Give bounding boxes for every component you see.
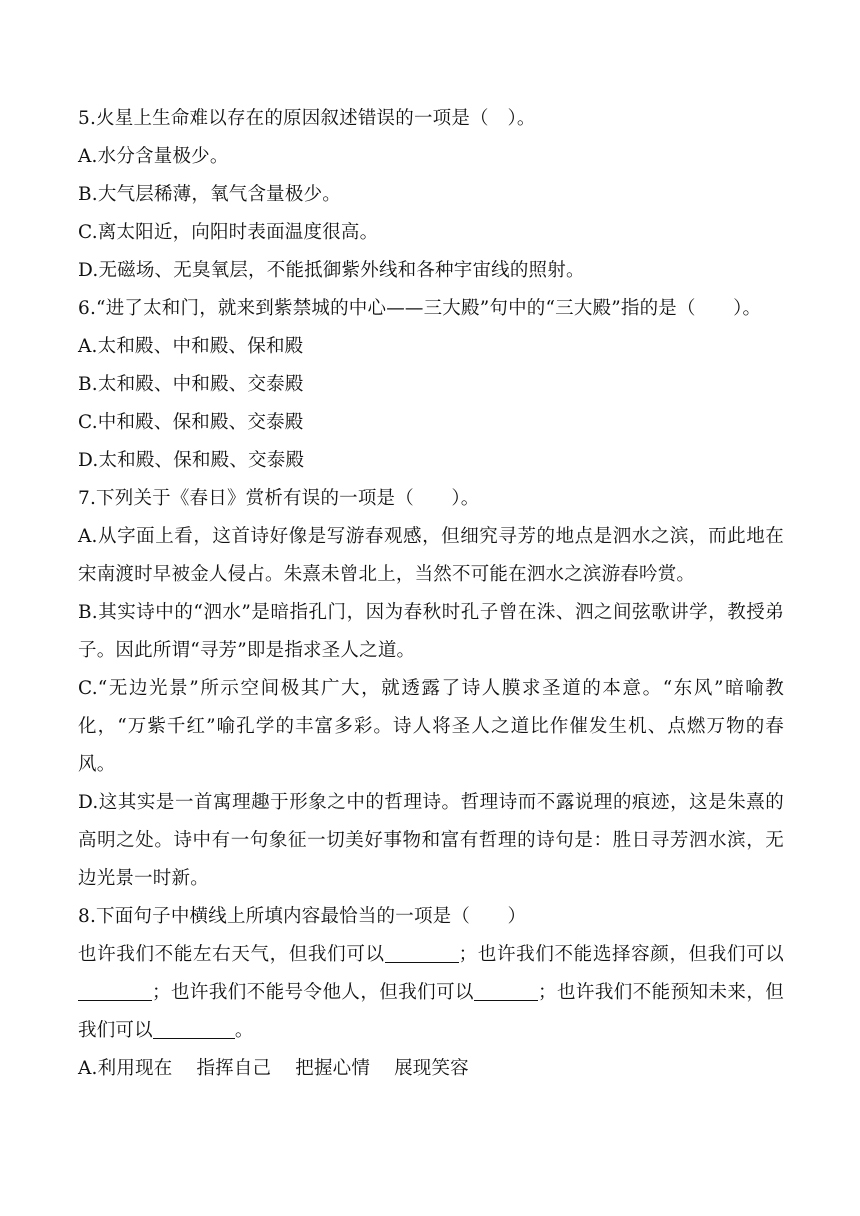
question-7-option-b: B.其实诗中的“泗水”是暗指孔门，因为春秋时孔子曾在洙、泗之间弦歌讲学，教授弟子。因此所谓“寻芳”即是指求圣人之道。 (78, 602, 784, 661)
sentence-part-2: ；也许我们不能选择容颜，但我们可以 (458, 944, 785, 965)
sentence-part-4: ；也许我们不能预知未来，但我们可以 (78, 982, 784, 1041)
fill-blank-4 (153, 1018, 235, 1039)
question-5-option-d: D.无磁场、无臭氧层，不能抵御紫外线和各种宇宙线的照射。 (78, 260, 585, 281)
option-a-item-3: 把握心情 (295, 1058, 371, 1079)
question-8-sentence (78, 936, 784, 1050)
question-5-option-a: A.水分含量极少。 (78, 146, 229, 167)
question-6-option-d: D.太和殿、保和殿、交泰殿 (78, 450, 305, 471)
option-a-item-4: 展现笑容 (394, 1058, 469, 1079)
question-6-option-a: A.太和殿、中和殿、保和殿 (78, 336, 304, 357)
question-5-option-b: B.大气层稀薄，氧气含量极少。 (78, 184, 341, 205)
question-6-stem: 6.“进了太和门，就来到紫禁城的中心——三大殿”句中的“三大殿”指的是（ ）。 (78, 298, 762, 319)
question-5-option-c: C.离太阳近，向阳时表面温度很高。 (78, 222, 379, 243)
question-5-stem: 5.火星上生命难以存在的原因叙述错误的一项是（ ）。 (78, 108, 536, 129)
question-7-option-a: A.从字面上看，这首诗好像是写游春观感，但细究寻芳的地点是泗水之滨，而此地在宋南渡时早被金人侵占。朱熹未曾北上，当然不可能在泗水之滨游春吟赏。 (78, 526, 784, 585)
question-6-option-b: B.太和殿、中和殿、交泰殿 (78, 374, 304, 395)
option-a-item-2: 指挥自己 (196, 1058, 272, 1079)
question-8-option-a (78, 1050, 784, 1088)
question-7-stem: 7.下列关于《春日》赏析有误的一项是（ ）。 (78, 488, 480, 509)
question-7-option-d: D.这其实是一首寓理趣于形象之中的哲理诗。哲理诗而不露说理的痕迹，这是朱熹的高明之处。诗中有一句象征一切美好事物和富有哲理的诗句是：胜日寻芳泗水滨，无边光景一时新。 (78, 792, 784, 889)
sentence-part-5: 。 (234, 1020, 254, 1041)
fill-blank-3 (474, 980, 538, 1001)
question-8-stem: 8.下面句子中横线上所填内容最恰当的一项是（ ） (78, 906, 527, 927)
question-7-option-c: C.“无边光景”所示空间极其广大，就透露了诗人膜求圣道的本意。“东风”暗喻教化，“万紫千红”喻孔学的丰富多彩。诗人将圣人之道比作催发生机、点燃万物的春风。 (78, 678, 784, 775)
sentence-part-3: ；也许我们不能号令他人，但我们可以 (152, 982, 474, 1003)
question-content (78, 100, 784, 1088)
sentence-part-1: 也许我们不能左右天气，但我们可以 (78, 944, 385, 965)
question-6-option-c: C.中和殿、保和殿、交泰殿 (78, 412, 304, 433)
option-a-label: A.利用现在 (78, 1058, 173, 1079)
fill-blank-1 (385, 942, 459, 963)
fill-blank-2 (78, 980, 152, 1001)
